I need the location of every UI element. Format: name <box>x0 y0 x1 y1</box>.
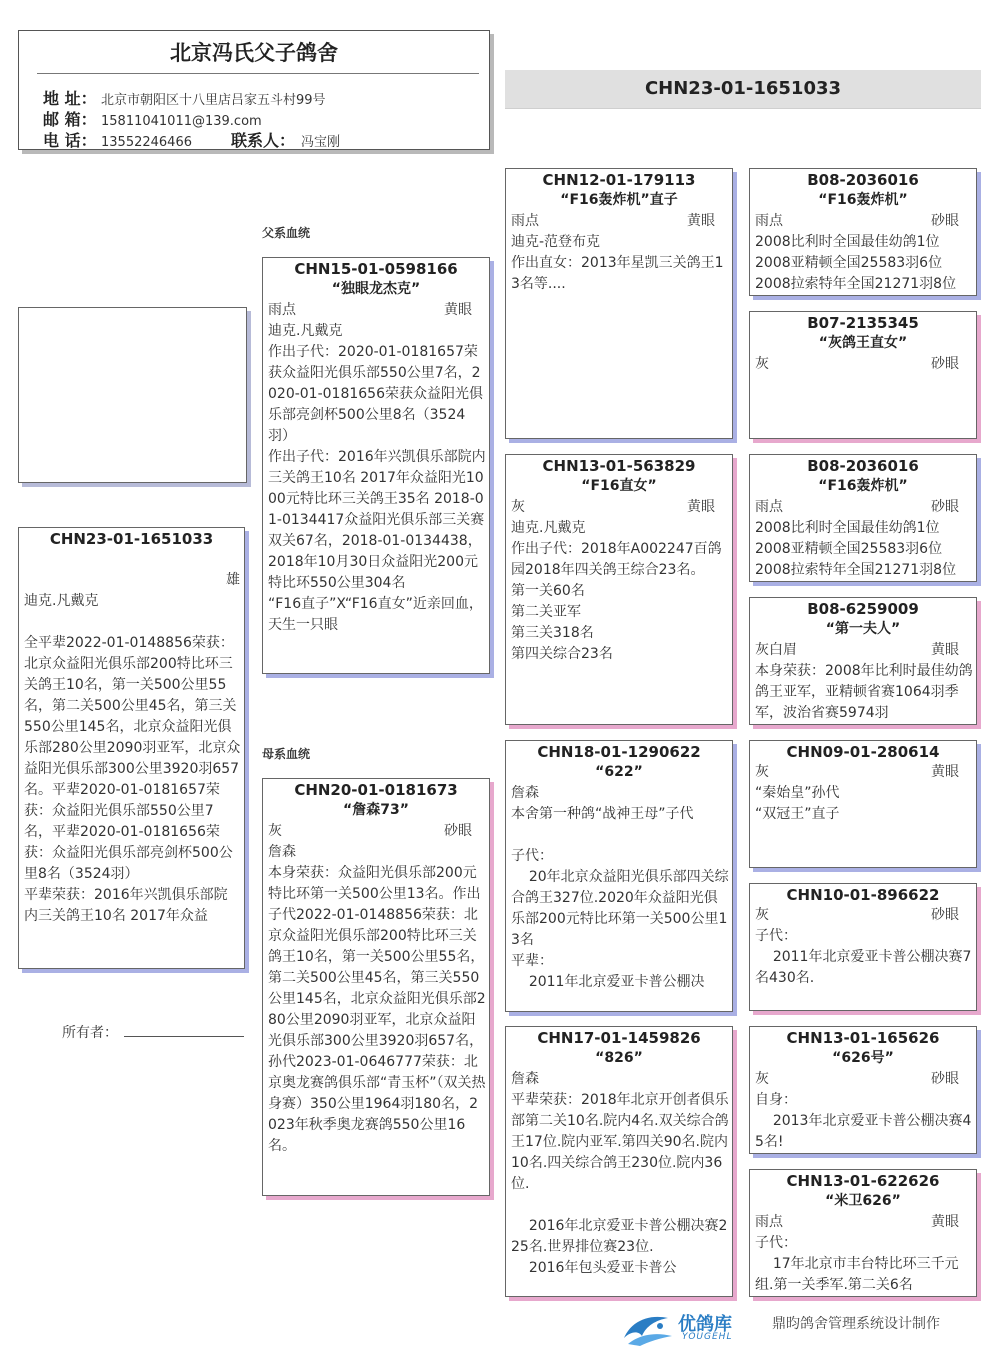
contact-label: 联系人： <box>231 131 296 150</box>
ggp-sdd-name: “第一夫人” <box>825 621 901 637</box>
dam-sire-card <box>505 740 733 1012</box>
header-divider <box>37 73 479 74</box>
sire-line-label: 父系血统 <box>262 226 311 240</box>
ggp-ssd-eye: 砂眼 <box>931 356 959 372</box>
ggp-sds-eye: 砂眼 <box>931 499 959 515</box>
sire-name: “独眼龙杰克” <box>331 281 421 297</box>
ggp-dsd-color: 灰 <box>755 907 769 923</box>
address-value: 北京市朝阳区十八里店吕家五斗村99号 <box>101 93 326 108</box>
sire-dam-color: 灰 <box>511 499 525 515</box>
dam-dam-card <box>505 1026 733 1297</box>
ggp-sss-color-eye <box>750 211 976 232</box>
subject-ring: CHN23-01-1651033 <box>49 530 214 548</box>
ggp-sss-name: “F16轰炸机” <box>818 192 908 208</box>
dam-sire-lineage: 詹森 <box>511 785 539 801</box>
phone-label: 电 话： <box>43 131 97 150</box>
dam-dam-notes: 平辈荣获：2018年北京开创者俱乐部第二关10名.院内4名.双关综合鸽王17位.院内亚军.第四关90名.院内10名.四关综合鸽王230位.院内36位. 2016年北京爱亚卡普公棚决赛225名.世界排位赛23位. 2016年包头爱亚卡普公 <box>511 1092 729 1276</box>
ggp-sdd-color: 灰白眉 <box>755 642 797 658</box>
contact-value: 冯宝刚 <box>301 135 341 150</box>
dam-line-label: 母系血统 <box>262 747 311 761</box>
sire-ring: CHN15-01-0598166 <box>294 260 458 278</box>
ggp-ddd-color-eye <box>750 1212 976 1233</box>
ggp-dds-ring: CHN13-01-165626 <box>786 1029 940 1047</box>
ggp-sds-notes: 2008比利时全国最佳幼鸽1位 2008亚精顿全国25583羽6位 2008拉索特年全国21271羽8位 <box>755 520 957 578</box>
ggp-dds-color-eye <box>750 1069 976 1090</box>
ggp-sds-ring: B08-2036016 <box>807 457 919 475</box>
pigeon-wave-icon <box>620 1308 676 1348</box>
sire-card <box>262 257 490 674</box>
ggp-dss-color: 灰 <box>755 764 769 780</box>
ggp-dds-name: “626号” <box>832 1050 894 1066</box>
ggp-sds-name: “F16轰炸机” <box>818 478 908 494</box>
pigeon-photo <box>18 307 247 483</box>
ggp-dds-eye: 砂眼 <box>931 1071 959 1087</box>
ggp-dss-notes: “秦始皇”孙代 “双冠王”直子 <box>755 785 840 822</box>
ggp-dds-notes: 自身： 2013年北京爱亚卡普公棚决赛45名! <box>755 1092 972 1150</box>
logo-subtext: YOUGEHL <box>682 1332 733 1342</box>
sire-dam-ring: CHN13-01-563829 <box>542 457 696 475</box>
dam-color: 灰 <box>268 823 282 839</box>
ggp-sds-card <box>749 454 977 582</box>
dam-ring: CHN20-01-0181673 <box>294 781 458 799</box>
sire-sire-color-eye <box>506 211 732 232</box>
sire-dam-lineage: 迪克.凡戴克 <box>511 520 586 536</box>
subject-lineage: 迪克.凡戴克 <box>24 593 99 609</box>
owner-field <box>62 1022 244 1042</box>
sire-color: 雨点 <box>268 302 296 318</box>
logo-text: 优鸽库 <box>678 1314 732 1335</box>
ggp-sdd-color-eye <box>750 640 976 661</box>
ggp-ddd-name: “米卫626” <box>825 1193 901 1209</box>
subject-notes: 全平辈2022-01-0148856荣获：北京众益阳光俱乐部200特比环三关鸽王10名，第一关500公里55名，第二关500公里45名，第三关550公里145名，北京众益阳光俱乐部280公里2090羽亚军，北京众益阳光俱乐部300公里3920羽657名。平辈2020-01-0181657荣获：众益阳光俱乐部550公里7名，平辈2020-01-0181656荣获：众益阳光俱乐部亮剑杯500公里8名（3524羽） 平辈荣获：2016年兴凯俱乐部院内三关鸽王10名 2017年众益 <box>24 635 241 924</box>
sire-eye: 黄眼 <box>444 302 472 318</box>
ggp-sdd-eye: 黄眼 <box>931 642 959 658</box>
ggp-ddd-notes: 子代： 17年北京市丰台特比环三千元组.第一关季军.第二关6名 <box>755 1235 959 1293</box>
sire-sire-name: “F16轰炸机”直子 <box>560 192 678 208</box>
contact-row <box>231 128 340 151</box>
email-label: 邮 箱： <box>43 110 97 129</box>
sire-sire-ring: CHN12-01-179113 <box>542 171 696 189</box>
sire-lineage: 迪克.凡戴克 <box>268 323 343 339</box>
ggp-dss-ring: CHN09-01-280614 <box>786 743 940 761</box>
ggp-sss-card <box>749 168 977 296</box>
ggp-dss-eye: 黄眼 <box>931 764 959 780</box>
owner-label: 所有者： <box>62 1025 118 1041</box>
ggp-ddd-color: 雨点 <box>755 1214 783 1230</box>
dam-eye: 砂眼 <box>444 823 472 839</box>
pedigree-ring-title: CHN23-01-1651033 <box>505 70 981 109</box>
ggp-dsd-color-eye <box>750 905 976 926</box>
dam-sire-notes: 本舍第一种鸽“战神王母”子代 子代： 20年北京众益阳光俱乐部四关综合鸽王327位.2020年众益阳光俱乐部200元特比环第一关500公里13名 平辈： 2011年北京爱亚卡普公棚决 <box>511 806 729 990</box>
ggp-sss-eye: 砂眼 <box>931 213 959 229</box>
loft-info-box <box>18 30 490 150</box>
dam-dam-ring: CHN17-01-1459826 <box>537 1029 701 1047</box>
ggp-ddd-eye: 黄眼 <box>931 1214 959 1230</box>
phone-row <box>43 128 192 151</box>
email-value: 15811041011@139.com <box>101 114 262 129</box>
ggp-ssd-name: “灰鸽王直女” <box>818 335 908 351</box>
ggp-ssd-card <box>749 311 977 439</box>
sire-sire-color: 雨点 <box>511 213 539 229</box>
sire-dam-card <box>505 454 733 725</box>
dam-sire-name: “622” <box>595 764 643 780</box>
ggp-dsd-card <box>749 883 977 1011</box>
ggp-sdd-card <box>749 597 977 725</box>
email-row <box>43 107 262 130</box>
ggp-sss-notes: 2008比利时全国最佳幼鸽1位 2008亚精顿全国25583羽6位 2008拉索特年全国21271羽8位 <box>755 234 957 292</box>
yougeku-logo <box>620 1308 760 1348</box>
loft-title: 北京冯氏父子鸽舍 <box>170 41 338 65</box>
ggp-dss-color-eye <box>750 762 976 783</box>
ggp-ssd-color: 灰 <box>755 356 769 372</box>
sire-dam-eye: 黄眼 <box>687 499 715 515</box>
ggp-ddd-ring: CHN13-01-622626 <box>786 1172 940 1190</box>
ggp-ddd-card <box>749 1169 977 1297</box>
ggp-sss-color: 雨点 <box>755 213 783 229</box>
designer-credit: 鼎昀鸽舍管理系统设计制作 <box>772 1316 940 1332</box>
ggp-sdd-ring: B08-6259009 <box>807 600 919 618</box>
sire-dam-name: “F16直女” <box>581 478 657 494</box>
subject-card <box>18 527 245 969</box>
ggp-dsd-notes: 子代： 2011年北京爱亚卡普公棚决赛7名430名. <box>755 928 972 986</box>
ggp-dsd-ring: CHN10-01-896622 <box>786 886 940 904</box>
dam-sire-ring: CHN18-01-1290622 <box>537 743 701 761</box>
ggp-dsd-eye: 砂眼 <box>931 907 959 923</box>
ggp-dds-color: 灰 <box>755 1071 769 1087</box>
dam-card <box>262 778 490 1196</box>
dam-lineage: 詹森 <box>268 844 296 860</box>
sire-dam-color-eye <box>506 497 732 518</box>
ggp-sss-ring: B08-2036016 <box>807 171 919 189</box>
ggp-sdd-notes: 本身荣获：2008年比利时最佳幼鸽鸽王亚军，亚精顿省赛1064羽季军，波治省赛5974羽 <box>755 663 973 721</box>
dam-name: “詹森73” <box>343 802 409 818</box>
ggp-dss-card <box>749 740 977 868</box>
sire-notes: 作出子代：2020-01-0181657荣获众益阳光俱乐部550公里7名，2020-01-0181656荣获众益阳光俱乐部亮剑杯500公里8名（3524羽） 作出子代：2016年兴凯俱乐部院内三关鸽王10名 2017年众益阳光1000元特比环三关鸽王35名 2018-01-0134417众益阳光俱乐部三关赛双关67名，2018-01-0134438，2018年10月30日众益阳光200元特比环550公里304名 “F16直子”X“F16直女”近亲回血，天生一只眼 <box>268 344 486 633</box>
dam-notes: 本身荣获：众益阳光俱乐部200元特比环第一关500公里13名。作出子代2022-01-0148856荣获：北京众益阳光俱乐部200特比环三关鸽王10名，第一关500公里55名，第二关500公里45名，第三关550公里145名，北京众益阳光俱乐部280公里2090羽亚军，北京众益阳光俱乐部300公里3920羽657名，孙代2023-01-0646777荣获：北京奥龙赛鸽俱乐部“青玉杯”（双关热身赛）350公里1964羽180名，2023年秋季奥龙赛鸽550公里16名。 <box>268 865 486 1154</box>
ggp-sds-color-eye <box>750 497 976 518</box>
sire-color-eye <box>263 300 489 321</box>
sire-sire-card <box>505 168 733 439</box>
ggp-ssd-color-eye <box>750 354 976 375</box>
dam-dam-lineage: 詹森 <box>511 1071 539 1087</box>
address-row <box>43 86 326 109</box>
sire-sire-lineage: 迪克-范登布克 <box>511 234 601 250</box>
subject-sex: 雄 <box>226 572 240 588</box>
phone-value: 13552246466 <box>101 135 192 150</box>
address-label: 地 址： <box>43 89 97 108</box>
sire-dam-notes: 作出子代：2018年A002247百鸽园2018年四关鸽王综合23名。 第一关60名 第二关亚军 第三关318名 第四关综合23名 <box>511 541 722 662</box>
sire-sire-eye: 黄眼 <box>687 213 715 229</box>
owner-signature-line <box>124 1022 244 1037</box>
ggp-ssd-ring: B07-2135345 <box>807 314 919 332</box>
ggp-dds-card <box>749 1026 977 1154</box>
ggp-sds-color: 雨点 <box>755 499 783 515</box>
sire-sire-notes: 作出直女：2013年星凯三关鸽王13名等.... <box>511 255 724 292</box>
dam-color-eye <box>263 821 489 842</box>
dam-dam-name: “826” <box>595 1050 643 1066</box>
